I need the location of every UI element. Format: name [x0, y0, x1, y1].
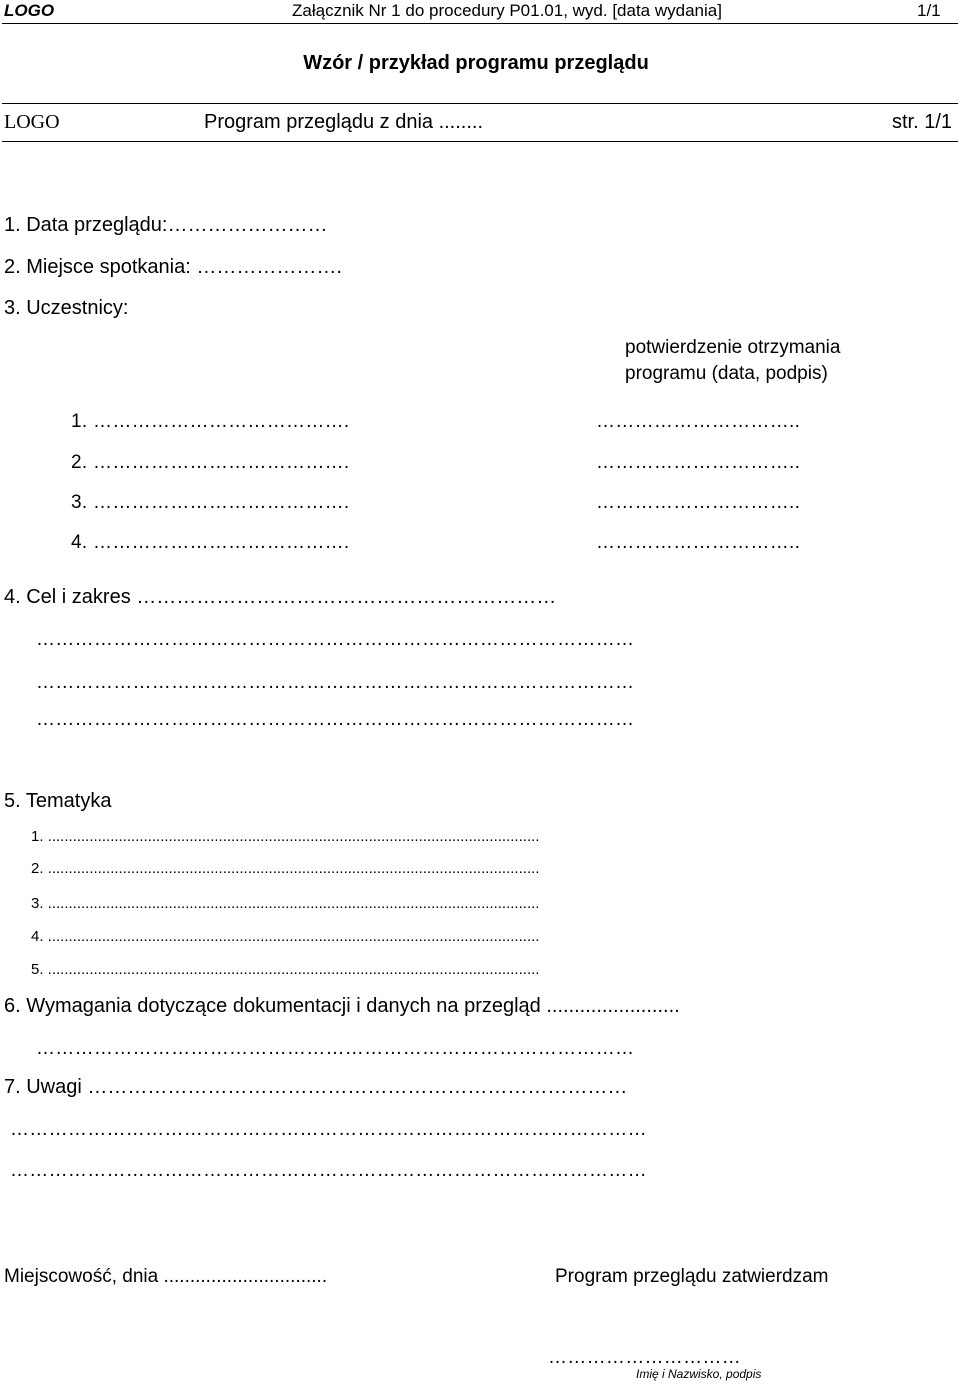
document-title: Wzór / przykład programu przeglądu — [303, 52, 649, 74]
topic-item-3[interactable]: 3. ...................................................................................................................... — [31, 895, 540, 912]
participant-4-name[interactable]: 4. …………………………………. — [71, 532, 350, 553]
topic-item-1[interactable]: 1. ...................................................................................................................... — [31, 828, 540, 845]
participant-2-name[interactable]: 2. …………………………………. — [71, 452, 350, 473]
header-logo: LOGO — [4, 1, 55, 20]
attachment-info: Załącznik Nr 1 do procedury P01.01, wyd. [data wydania] — [292, 1, 722, 20]
goal-scope-field[interactable]: 4. Cel i zakres ……………………………………………………… — [4, 586, 557, 608]
confirmation-header-line2: programu (data, podpis) — [625, 363, 828, 384]
remarks-line-1[interactable]: ……………………………………………………………………………………… — [10, 1119, 647, 1140]
confirmation-header-line1: potwierdzenie otrzymania — [625, 337, 841, 358]
topic-item-4[interactable]: 4. ...................................................................................................................... — [31, 928, 540, 945]
participant-3-confirmation[interactable]: ………………………….. — [596, 492, 801, 513]
signature-caption: Imię i Nazwisko, podpis — [636, 1367, 762, 1381]
form-page-number: str. 1/1 — [892, 111, 953, 133]
participant-2-confirmation[interactable]: ………………………….. — [596, 452, 801, 473]
topics-label: 5. Tematyka — [4, 790, 112, 812]
remarks-line-2[interactable]: ……………………………………………………………………………………… — [10, 1160, 647, 1181]
header-divider — [2, 23, 958, 24]
meeting-place-field[interactable]: 2. Miejsce spotkania: …………………. — [4, 256, 342, 278]
goal-scope-line-3[interactable]: ………………………………………………………………………………… — [36, 709, 635, 730]
requirements-line[interactable]: ………………………………………………………………………………… — [36, 1038, 635, 1059]
form-top-line — [2, 103, 958, 104]
remarks-field[interactable]: 7. Uwagi ……………………………………………………………………… — [4, 1076, 628, 1098]
participant-1-name[interactable]: 1. …………………………………. — [71, 411, 350, 432]
topic-item-2[interactable]: 2. ...................................................................................................................... — [31, 860, 540, 877]
signature-line[interactable]: ………………………… — [548, 1347, 741, 1368]
approval-label: Program przeglądu zatwierdzam — [555, 1266, 829, 1287]
participant-3-name[interactable]: 3. …………………………………. — [71, 492, 350, 513]
place-date-field[interactable]: Miejscowość, dnia ............................... — [4, 1266, 328, 1287]
form-title: Program przeglądu z dnia ........ — [204, 111, 484, 133]
goal-scope-line-2[interactable]: ………………………………………………………………………………… — [36, 672, 635, 693]
header-page-number: 1/1 — [917, 1, 941, 20]
participant-4-confirmation[interactable]: ………………………….. — [596, 532, 801, 553]
participant-1-confirmation[interactable]: ………………………….. — [596, 411, 801, 432]
requirements-field[interactable]: 6. Wymagania dotyczące dokumentacji i danych na przegląd ........................ — [4, 995, 680, 1017]
form-logo: LOGO — [4, 111, 60, 133]
participants-label: 3. Uczestnicy: — [4, 297, 129, 319]
topic-item-5[interactable]: 5. ...................................................................................................................... — [31, 961, 540, 978]
form-bottom-line — [2, 141, 958, 142]
review-date-field[interactable]: 1. Data przeglądu:…………………… — [4, 214, 328, 236]
goal-scope-line-1[interactable]: ………………………………………………………………………………… — [36, 629, 635, 650]
